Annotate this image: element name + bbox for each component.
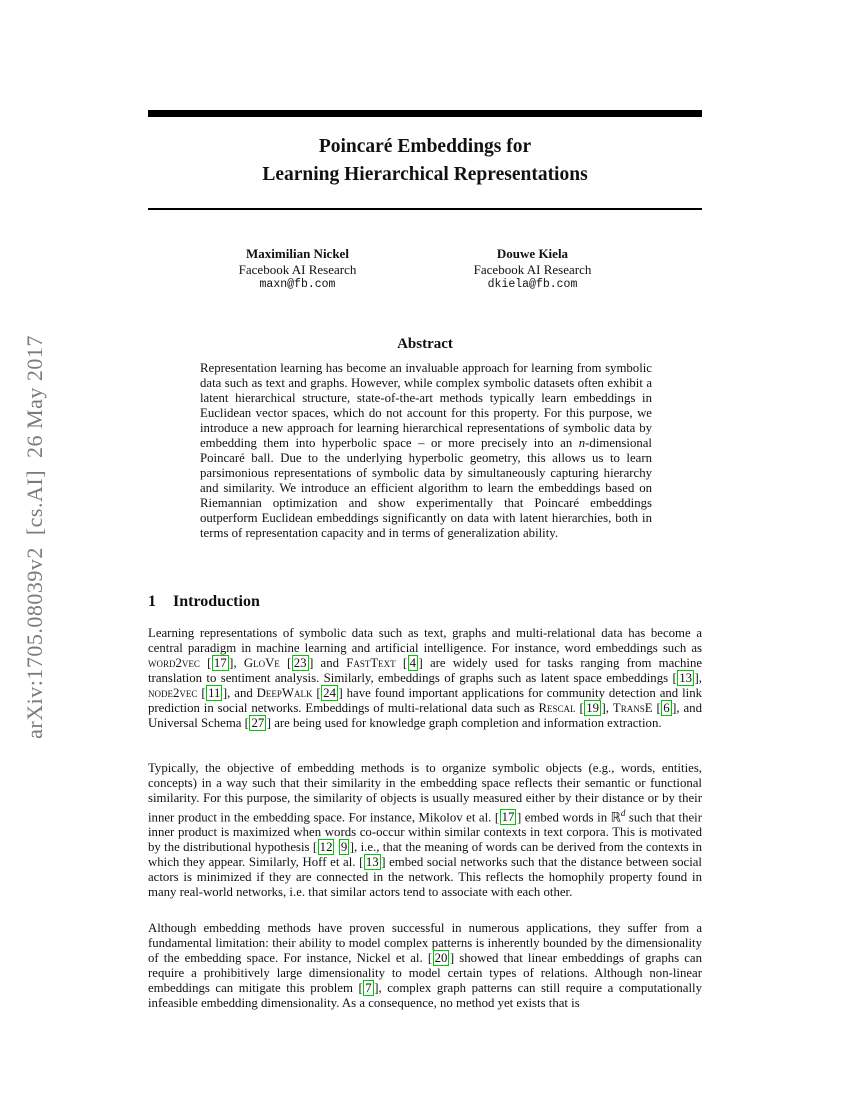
section-title: Introduction bbox=[173, 593, 260, 610]
citation-link[interactable]: 13 bbox=[365, 855, 379, 870]
paper-title-line2: Learning Hierarchical Representations bbox=[262, 164, 588, 185]
citation-link[interactable]: 13 bbox=[679, 671, 693, 685]
body-paragraph: Although embedding methods have proven successful in numerous applications, they suffer from a fundamental limitation: their ability to model complex patterns is inherently bounded by the dimensionality of the embedding space. For instance, Nickel et al. [ 20 ] showed that linear embeddings of graphs can require a prohibitively large dimensionality to model certain types of relations. Although non-linear embeddings can mitigate this problem [ 7 ], complex graph patterns can still require a computationally infeasible embedding dimensionality. As a consequence, no method yet exists that is bbox=[148, 921, 703, 1010]
smallcaps-term: FastText bbox=[346, 656, 396, 670]
smallcaps-term: word2vec bbox=[148, 656, 200, 670]
citation-link[interactable]: 12 bbox=[319, 840, 333, 855]
citation-link[interactable]: 19 bbox=[586, 701, 600, 715]
citation-link[interactable]: 17 bbox=[501, 810, 515, 825]
author-block bbox=[415, 246, 650, 293]
citation-link[interactable]: 11 bbox=[208, 686, 221, 700]
smallcaps-term: TransE bbox=[612, 701, 653, 715]
citation-link[interactable]: 7 bbox=[365, 981, 372, 995]
section-number: 1 bbox=[148, 593, 156, 610]
author-block bbox=[180, 246, 415, 293]
citation-link[interactable]: 6 bbox=[663, 701, 670, 715]
title-rule-bottom bbox=[148, 208, 702, 210]
paper-title bbox=[148, 133, 702, 189]
citation-link[interactable]: 27 bbox=[251, 716, 265, 730]
citation-link[interactable]: 4 bbox=[409, 656, 417, 670]
abstract-text: Representation learning has become an invaluable approach for learning from symbolic data such as text and graphs. However, while complex symbolic datasets often exhibit a latent hierarchical structure, state-of-the-art methods typically learn embeddings in Euclidean vector spaces, which do not account for this property. For this purpose, we introduce a new approach for learning hierarchical representations of symbolic data by embedding them into hyperbolic space – or more precisely into an n-dimensional Poincaré ball. Due to the underlying hyperbolic geometry, this allows us to learn parsimonious representations of symbolic data by simultaneously capturing hierarchy and similarity. We introduce an efficient algorithm to learn the embeddings based on Riemannian optimization and show experimentally that Poincaré embeddings outperform Euclidean embeddings significantly on data with latent hierarchies, both in terms of representation capacity and in terms of generalization ability. bbox=[200, 361, 652, 540]
abstract-heading: Abstract bbox=[397, 336, 453, 352]
author-name: Maximilian Nickel bbox=[246, 246, 349, 261]
citation-link[interactable]: 9 bbox=[340, 840, 348, 855]
smallcaps-term: DeepWalk bbox=[256, 686, 313, 700]
author-affiliation: Facebook AI Research bbox=[238, 261, 357, 277]
section-heading bbox=[148, 593, 702, 611]
citation-link[interactable]: 20 bbox=[434, 951, 448, 965]
smallcaps-term: node2vec bbox=[148, 686, 198, 700]
author-name: Douwe Kiela bbox=[496, 246, 569, 261]
math-symbol: ℝ bbox=[610, 810, 621, 825]
author-email: dkiela@fb.com bbox=[487, 278, 578, 291]
author-affiliation: Facebook AI Research bbox=[473, 261, 592, 277]
math-italic: n bbox=[578, 436, 586, 450]
citation-link[interactable]: 17 bbox=[213, 656, 227, 670]
arxiv-watermark: arXiv:1705.08039v2 [cs.AI] 26 May 2017 bbox=[22, 335, 47, 739]
title-rule-top bbox=[148, 110, 702, 117]
citation-link[interactable]: 24 bbox=[323, 686, 336, 700]
citation-link[interactable]: 23 bbox=[293, 656, 307, 670]
author-email: maxn@fb.com bbox=[259, 278, 336, 291]
author-row bbox=[180, 246, 650, 293]
body-paragraph: Learning representations of symbolic data such as text, graphs and multi-relational data has become a central paradigm in machine learning and artificial intelligence. For instance, word embeddings such as word2vec [ 17 ], GloVe [ 23 ] and FastText [ 4 ] are widely used for tasks ranging from machine translation to sentiment analysis. Similarly, embeddings of graphs such as latent space embeddings [ 13 ], node2vec [ 11 ], and DeepWalk [ 24 ] have found important applications for community detection and link prediction in social networks. Embeddings of multi-relational data such as Rescal [ 19 ], TransE [ 6 ], and Universal Schema [ 27 ] are being used for knowledge graph completion and information extraction. bbox=[148, 626, 703, 730]
paper-title-line1: Poincaré Embeddings for bbox=[318, 136, 532, 157]
smallcaps-term: Rescal bbox=[538, 701, 576, 715]
body-paragraph: Typically, the objective of embedding methods is to organize symbolic objects (e.g., words, entities, concepts) in a way such that their similarity in the embedding space reflects their semantic or functional similarity. For this purpose, the similarity of objects is usually measured either by their distance or by their inner product in the embedding space. For instance, Mikolov et al. [ 17 ] embed words in ℝ$^d$ such that their inner product is maximized when words co-occur within similar contexts in text corpora. This is motivated by the distributional hypothesis [ 12 9 ], i.e., that the meaning of words can be derived from the contexts in which they appear. Similarly, Hoff et al. [ 13 ] embed social networks such that the distance between social actors is minimized if they are connected in the network. This reflects the homophily property found in many real-world networks, i.e. that similar actors tend to associate with each other. bbox=[148, 761, 702, 900]
math-superscript: d bbox=[620, 808, 626, 818]
smallcaps-term: GloVe bbox=[243, 656, 280, 670]
